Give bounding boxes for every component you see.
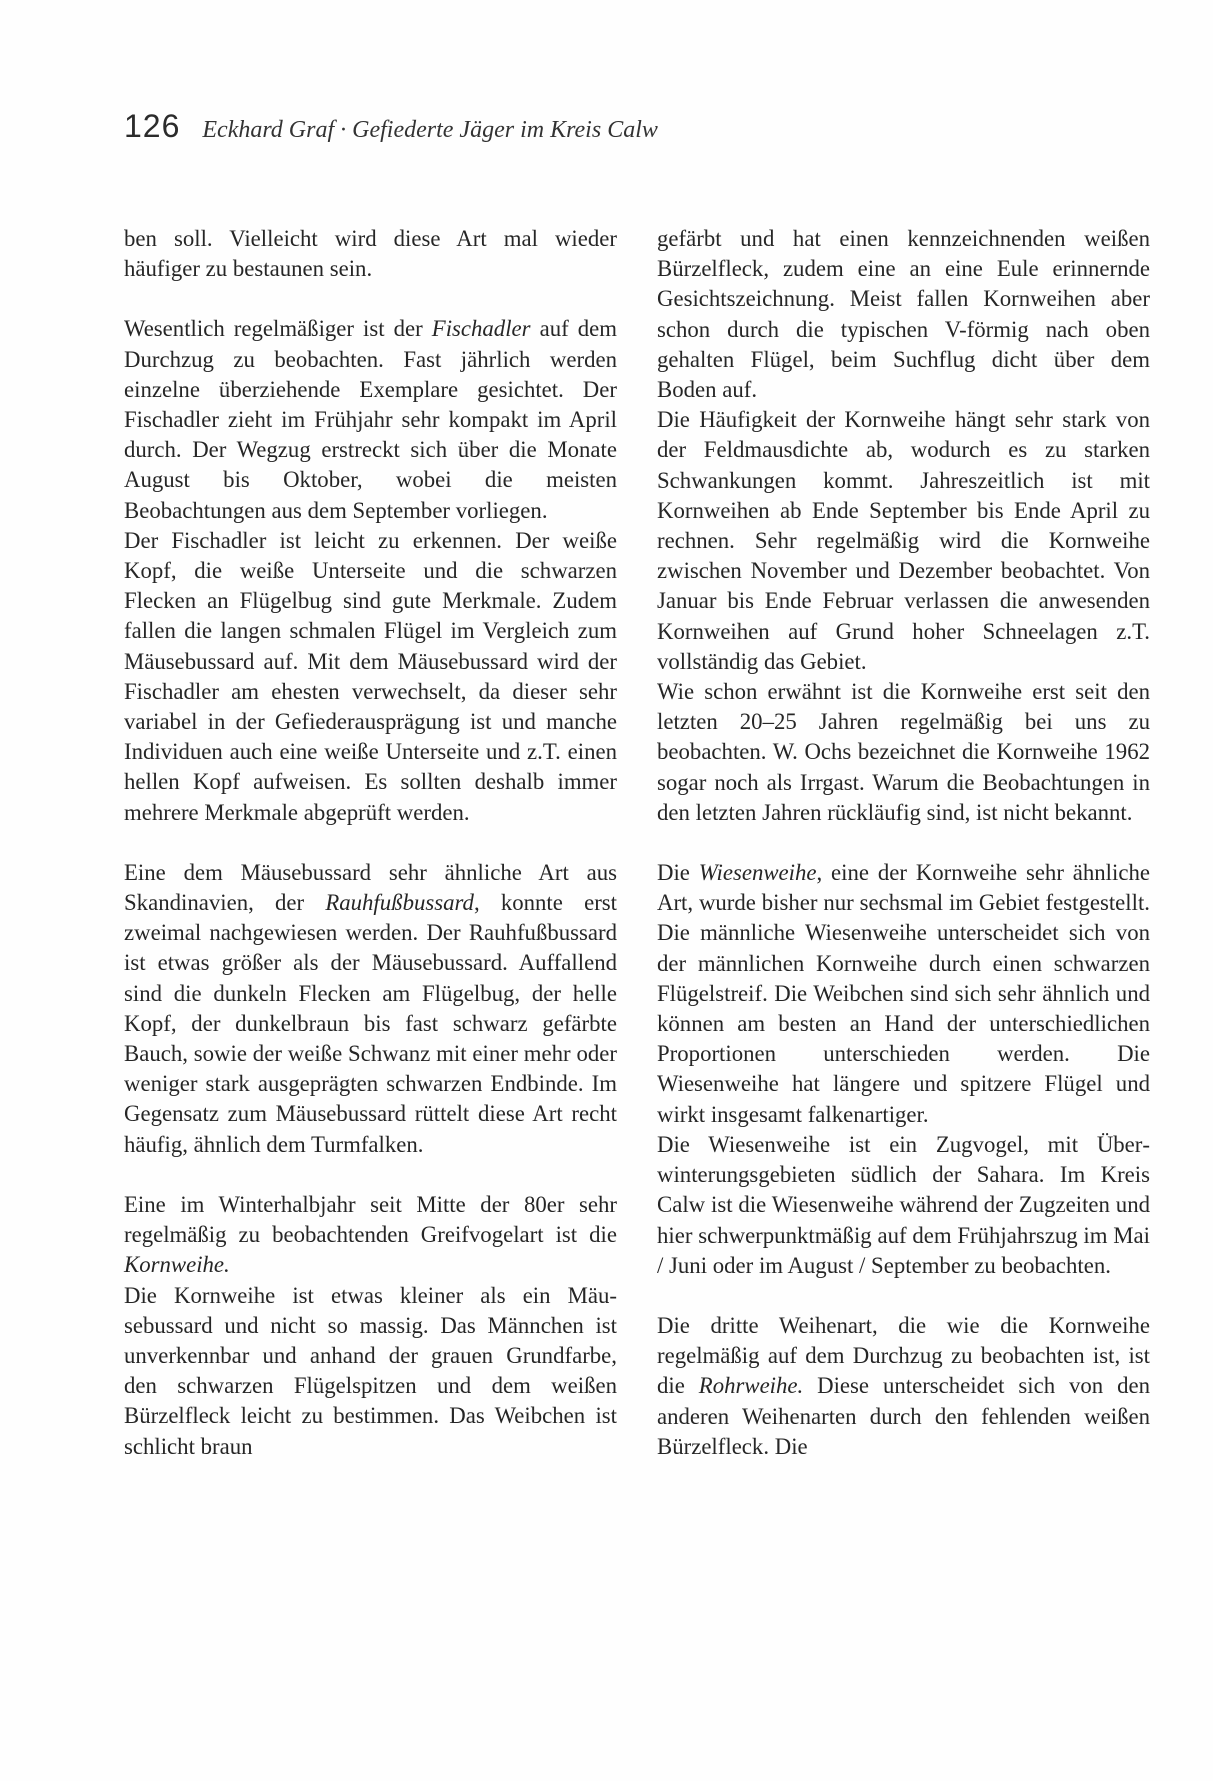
paragraph [657, 1130, 1150, 1281]
paragraph [124, 526, 617, 828]
running-header [124, 108, 658, 145]
paragraph-text: Diese unterscheidet sich von den anderen Weihenarten durch den fehlenden weißen Bürzelfleck. Die [657, 1373, 1151, 1459]
paragraph-text: Die Kornweihe ist etwas kleiner als ein Mäusebussard und nicht so massig. Das Männchen ist unverkennbar und anhand der grauen Grundfarbe, den schwarzen Flügelspitzen und dem weißen Bürzelfleck leicht zu bestimmen. Das Weibchen ist schlicht braun [124, 1282, 617, 1459]
paragraph [657, 677, 1150, 828]
paragraph-text: , konnte erst zweimal nachgewiesen werden. Der Rauhfußbussard ist etwas größer als der Mäusebussard. Auffallend sind die dunkeln Flecken am Flügelbug, der helle Kopf, der dunkelbraun bis fast schwarz gefärbte Bauch, sowie der weiße Schwanz mit einer mehr oder weniger stark ausgeprägten schwarzen Endbinde. Im Gegensatz zum Mäusebussard rüttelt diese Art recht häufig, ähnlich dem Turmfalken. [124, 890, 617, 1157]
paragraph-text: Wesentlich regelmäßiger ist der [124, 316, 432, 342]
paragraph [657, 405, 1150, 677]
paragraph-text: Die [657, 860, 699, 886]
paragraph-text: ben soll. Vielleicht wird diese Art mal wieder häufiger zu bestaunen sein. [124, 226, 617, 282]
species-name: Rauhfußbussard [325, 890, 474, 916]
species-name: Rohrweihe. [698, 1373, 804, 1399]
paragraph [657, 858, 1150, 1130]
paragraph-text: Die Wiesenweihe ist ein Zugvogel, mit Überwinterungsgebieten südlich der Sahara. Im Kreis Calw ist die Wiesenweihe während der Zugzeiten und hier schwerpunktmäßig auf dem Frühjahrszug im Mai / Juni oder im August / September zu beobachten. [657, 1131, 1150, 1278]
paragraph-text: gefärbt und hat einen kennzeichnenden weißen Bürzelfleck, zudem eine an eine Eule erinnernde Gesichtszeichnung. Meist fallen Kornweihen aber schon durch die typischen V-förmig nach oben gehalten Flügel, beim Suchflug dicht über dem Boden auf. [657, 226, 1150, 403]
paragraph [657, 224, 1150, 405]
species-name: Fischadler [431, 316, 531, 342]
paragraph-text: , eine der Kornweihe sehr ähnliche Art, wurde bisher nur sechsmal im Gebiet festgestellt. Die männliche Wiesenweihe unterscheidet sich von der männlichen Kornweihe durch einen schwarzen Flügelstreif. Die Weibchen sind sich sehr ähnlich und können am besten an Hand der unterschiedlichen Proportionen unterschieden werden. Die Wiesenweihe hat längere und spitzere Flügel und wirkt insgesamt falkenartiger. [657, 860, 1150, 1127]
paragraph [124, 1281, 617, 1462]
paragraph-text: Der Fischadler ist leicht zu erkennen. Der weiße Kopf, die weiße Unterseite und die schwarzen Flecken an Flügelbug sind gute Merkmale. Zudem fallen die langen schmalen Flügel im Vergleich zum Mäusebussard auf. Mit dem Mäusebussard wird der Fischadler am ehesten verwechselt, da dieser sehr variabel in der Gefiederausprägung ist und manche Individuen auch eine weiße Unterseite und z.T. einen hellen Kopf aufweisen. Es sollten deshalb immer mehrere Merkmale abgeprüft werden. [124, 527, 617, 825]
paragraph-text: Eine im Winterhalbjahr seit Mitte der 80er sehr regelmäßig zu beobachtenden Greifvogelart ist die [124, 1191, 617, 1248]
paragraph-text: Die dritte Weihenart, die wie die Kornweihe regelmäßig auf dem Durchzug zu beobachten ist, ist die [657, 1312, 1150, 1399]
paragraph [124, 858, 617, 1160]
paragraph [124, 1190, 617, 1281]
running-title: Eckhard Graf · Gefiederte Jäger im Kreis Calw [202, 117, 658, 143]
left-column [124, 224, 617, 1462]
paragraph [124, 224, 617, 284]
right-column [657, 224, 1150, 1462]
paragraph-text: Wie schon erwähnt ist die Kornweihe erst seit den letzten 20–25 Jahren regelmäßig bei uns zu beobachten. W. Ochs bezeichnet die Kornweihe 1962 sogar noch als Irrgast. Warum die Beobachtungen in den letzten Jahren rückläufig sind, ist nicht bekannt. [657, 679, 1150, 825]
paragraph [657, 1311, 1150, 1462]
page-number: 126 [124, 108, 181, 144]
species-name: Wiesenweihe [698, 860, 817, 886]
paragraph-text: Eine dem Mäusebussard sehr ähnliche Art aus Skandinavien, der [124, 859, 617, 916]
paragraph-text: auf dem Durchzug zu beobachten. Fast jährlich werden einzelne überziehende Exemplare gesichtet. Der Fischadler zieht im Frühjahr sehr kompakt im April durch. Der Wegzug erstreckt sich über die Monate August bis Oktober, wobei die meisten Beobachtungen aus dem September vorliegen. [124, 316, 617, 523]
paragraph-text: Die Häufigkeit der Kornweihe hängt sehr stark von der Feldmausdichte ab, wodurch es zu starken Schwankungen kommt. Jahreszeitlich ist mit Kornweihen ab Ende September bis Ende April zu rechnen. Sehr regelmäßig wird die Kornweihe zwischen November und Dezember beobachtet. Von Januar bis Ende Februar verlassen die anwesenden Kornweihen auf Grund hoher Schneelagen z.T. vollständig das Gebiet. [657, 407, 1150, 674]
species-name: Kornweihe. [124, 1252, 230, 1278]
paragraph [124, 314, 617, 525]
